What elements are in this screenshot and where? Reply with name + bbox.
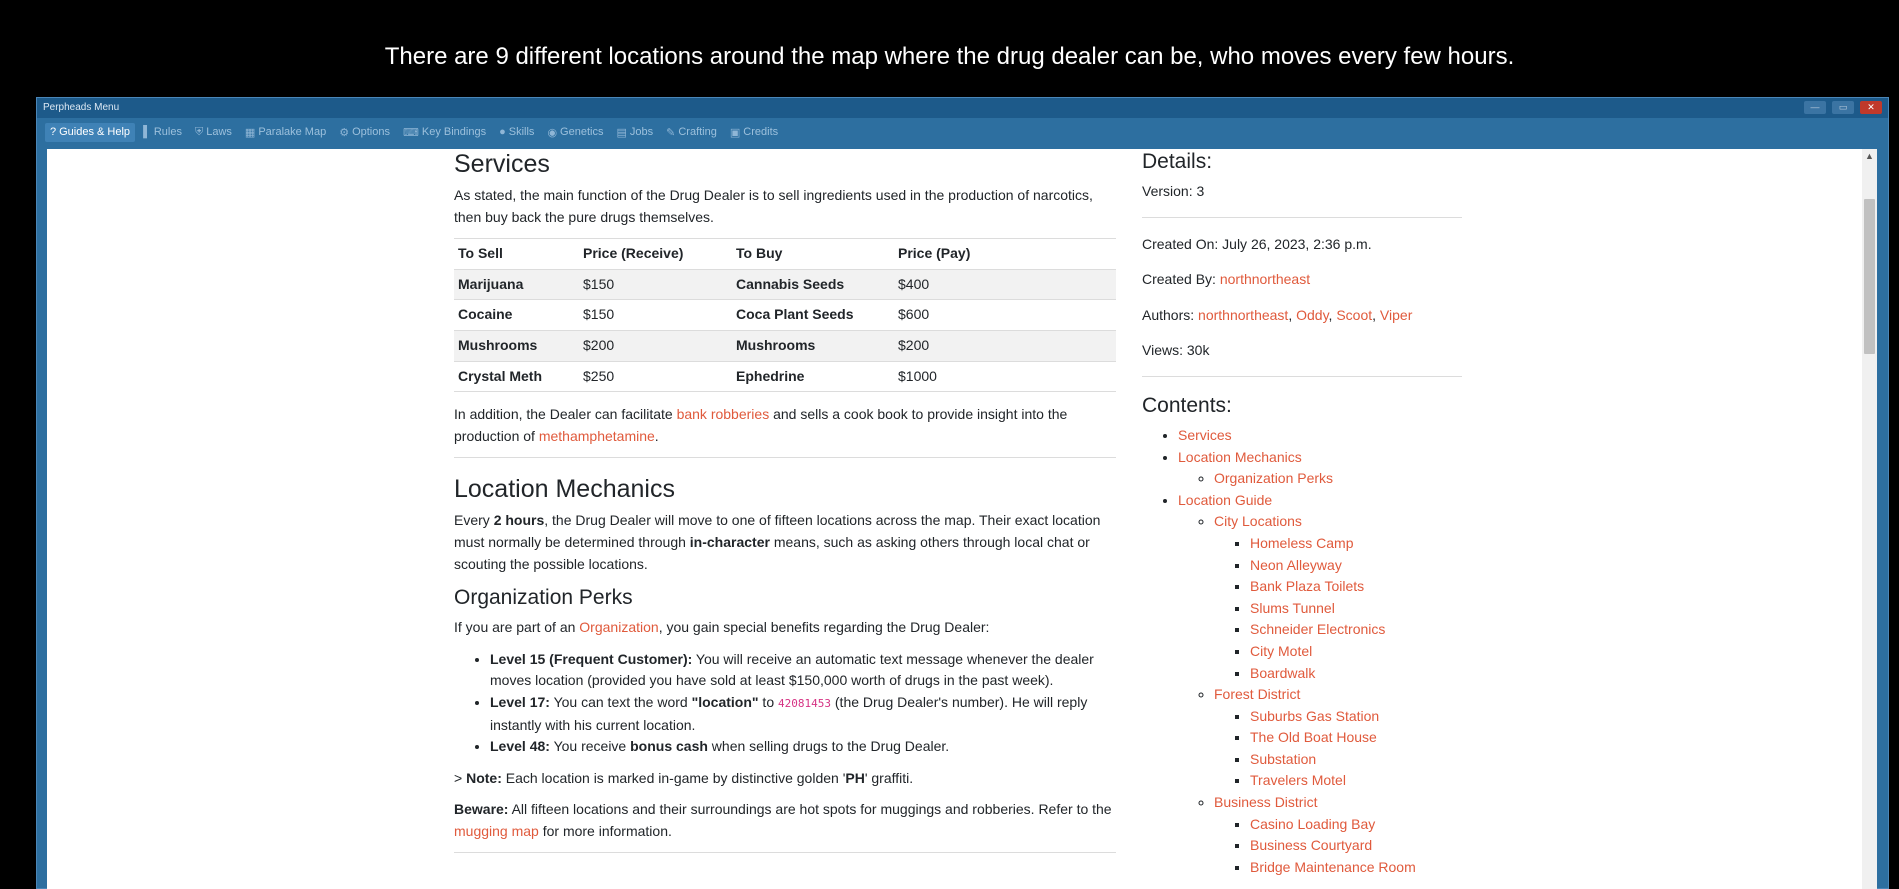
maximize-icon: ▭ — [1838, 102, 1848, 112]
table-header: Price (Pay) — [894, 239, 1116, 270]
tab-guides-help[interactable] — [45, 123, 135, 142]
list-item — [1250, 641, 1462, 663]
flag-icon: ▌ — [143, 126, 151, 138]
list-item — [1250, 770, 1462, 792]
toc-location-link[interactable]: Neon Alleyway — [1250, 556, 1342, 573]
table-cell: Crystal Meth — [454, 361, 579, 392]
list-item — [1214, 511, 1462, 684]
services-addition: In addition, the Dealer can facilitate bank robberies and sells a cook book to provide insight into the production of methamphetamine. — [454, 406, 1068, 444]
crafting-icon: ✎ — [666, 126, 676, 139]
tab-label: Credits — [743, 126, 779, 138]
tab-label: Options — [352, 126, 390, 138]
author-link[interactable]: Scoot — [1336, 306, 1373, 323]
table-header: To Buy — [732, 239, 894, 270]
bank-robberies-link[interactable]: bank robberies — [676, 406, 770, 423]
author-link[interactable]: Viper — [1379, 306, 1413, 323]
services-intro: As stated, the main function of the Drug Dealer is to sell ingredients used in the production of narcotics, then buy back the pure drugs themselves. — [454, 187, 1093, 225]
toc-location-link[interactable]: Schneider Electronics — [1250, 621, 1386, 638]
list-item — [1250, 663, 1462, 685]
tab-skills[interactable] — [494, 123, 539, 142]
scrollbar-thumb[interactable] — [1864, 199, 1875, 354]
list-item — [1250, 814, 1462, 836]
tab-paralake-map[interactable] — [240, 123, 331, 142]
table-cell: Mushrooms — [732, 330, 894, 361]
table-header: To Sell — [454, 239, 579, 270]
table-cell: Cocaine — [454, 300, 579, 331]
tab-key-bindings[interactable] — [398, 123, 491, 142]
list-item — [1214, 684, 1462, 792]
toc-location-link[interactable]: Slums Tunnel — [1250, 599, 1335, 616]
table-of-contents — [1178, 425, 1462, 878]
prices-table — [454, 238, 1116, 392]
tab-label: Jobs — [629, 126, 654, 138]
toc-location-link[interactable]: Casino Loading Bay — [1250, 815, 1376, 832]
created-on-text: Created On: July 26, 2023, 2:36 p.m. — [1142, 235, 1372, 252]
table-cell: $200 — [579, 330, 732, 361]
shield-icon: ⛨ — [194, 125, 204, 138]
toc-location-link[interactable]: Bank Plaza Toilets — [1250, 578, 1365, 595]
toc-location-link[interactable]: Bridge Maintenance Room — [1250, 858, 1416, 875]
table-row — [454, 361, 1116, 392]
brain-icon: ◉ — [547, 126, 558, 139]
menu-tab-bar — [37, 118, 1888, 146]
table-cell: Mushrooms — [454, 330, 579, 361]
divider — [454, 852, 1116, 853]
table-cell: $400 — [894, 269, 1116, 300]
location-mechanics-heading: Location Mechanics — [454, 475, 675, 504]
keyboard-icon: ⌨ — [403, 126, 419, 139]
list-item — [1250, 727, 1462, 749]
credits-icon: ▣ — [729, 126, 741, 139]
list-item — [1250, 555, 1462, 577]
list-item — [1178, 425, 1462, 447]
list-item: • Level 17: You can text the word "location" to 42081453 (the Drug Dealer's number). He will reply instantly with his current location. — [490, 692, 1116, 736]
author-link[interactable]: northnortheast — [1198, 306, 1289, 323]
authors-text: Authors: northnortheast, Oddy, Scoot, Viper — [1142, 306, 1413, 323]
table-cell: $250 — [579, 361, 732, 392]
tab-genetics[interactable] — [542, 123, 608, 142]
list-item — [1250, 749, 1462, 771]
toc-location-link[interactable]: Business Courtyard — [1250, 837, 1373, 854]
tab-label: Crafting — [678, 126, 717, 138]
toc-location-link[interactable]: City Motel — [1250, 642, 1313, 659]
author-link[interactable]: Oddy — [1296, 306, 1329, 323]
tab-rules[interactable] — [138, 123, 187, 142]
list-item — [1250, 533, 1462, 555]
list-item — [1250, 598, 1462, 620]
list-item — [1178, 447, 1462, 490]
tab-laws[interactable] — [190, 123, 237, 142]
close-icon: ✕ — [1867, 102, 1875, 112]
organization-perks-heading: Organization Perks — [454, 586, 633, 610]
beware-text: Beware: All fifteen locations and their surroundings are hot spots for muggings and robberies. Refer to the mugging map for more information. — [454, 801, 1112, 839]
list-item — [1250, 619, 1462, 641]
tab-label: Key Bindings — [421, 126, 487, 138]
views-text: Views: 30k — [1142, 342, 1210, 359]
table-cell: $150 — [579, 300, 732, 331]
tab-jobs[interactable] — [611, 123, 658, 142]
creator-link[interactable]: northnortheast — [1219, 271, 1311, 288]
table-row — [454, 300, 1116, 331]
list-item — [1178, 490, 1462, 879]
toc-location-guide-link[interactable]: Location Guide — [1178, 491, 1273, 508]
table-cell: Coca Plant Seeds — [732, 300, 894, 331]
toc-location-link[interactable]: Boardwalk — [1250, 664, 1316, 681]
divider — [1142, 217, 1462, 218]
toc-business-district-link[interactable]: Business District — [1214, 794, 1318, 811]
table-header-row — [454, 239, 1116, 270]
tab-credits[interactable] — [725, 123, 783, 142]
mugging-map-link[interactable]: mugging map — [454, 822, 539, 839]
toc-location-link[interactable]: Substation — [1250, 750, 1317, 767]
version-text: Version: 3 — [1142, 183, 1205, 199]
help-icon: ? — [50, 126, 57, 138]
table-cell: $150 — [579, 269, 732, 300]
perpheads-menu-window — [36, 97, 1889, 889]
dealer-number: 42081453 — [778, 696, 831, 710]
toc-services-link[interactable]: Services — [1178, 426, 1232, 443]
scroll-up-icon[interactable]: ▲ — [1865, 151, 1874, 161]
list-item: • Level 15 (Frequent Customer): You will receive an automatic text message whenever the dealer moves location (provided you have sold at least $150,000 worth of drugs in the past week). — [490, 649, 1116, 692]
tab-options[interactable] — [334, 123, 395, 142]
guide-content[interactable] — [47, 149, 1877, 889]
tab-label: Rules — [153, 126, 182, 138]
toc-location-link[interactable]: Homeless Camp — [1250, 534, 1354, 551]
list-item — [1250, 706, 1462, 728]
list-item — [1250, 576, 1462, 598]
list-item — [1214, 468, 1462, 490]
tab-label: Paralake Map — [258, 126, 327, 138]
article-sidebar — [1142, 149, 1462, 878]
list-item — [1250, 857, 1462, 879]
divider — [1142, 376, 1462, 377]
skills-icon: ● — [499, 126, 506, 138]
gear-icon: ⚙ — [339, 126, 350, 139]
created-by-text: Created By: northnortheast — [1142, 271, 1311, 288]
minimize-icon: — — [1810, 102, 1820, 112]
divider — [454, 457, 1116, 458]
video-caption: There are 9 different locations around the map where the drug dealer can be, who moves every few hours. — [384, 43, 1515, 70]
close-button[interactable] — [1860, 101, 1882, 114]
list-item: • Level 48: You receive bonus cash when selling drugs to the Drug Dealer. — [490, 736, 1116, 758]
tab-label: Guides & Help — [59, 126, 131, 138]
window-title: Perpheads Menu — [43, 102, 120, 113]
table-cell: Marijuana — [454, 269, 579, 300]
toc-location-link[interactable]: The Old Boat House — [1250, 729, 1377, 746]
organization-link[interactable]: Organization — [579, 619, 659, 636]
tab-label: Genetics — [560, 126, 604, 138]
guide-article — [454, 149, 1116, 869]
table-cell: $1000 — [894, 361, 1116, 392]
tab-crafting[interactable] — [661, 123, 722, 142]
details-heading: Details: — [1142, 150, 1213, 173]
services-heading: Services — [454, 150, 550, 178]
note-text: > Note: Each location is marked in-game by distinctive golden 'PH' graffiti. — [454, 769, 914, 786]
toc-location-link[interactable]: Travelers Motel — [1250, 772, 1346, 789]
table-header: Price (Receive) — [579, 239, 732, 270]
table-cell: $600 — [894, 300, 1116, 331]
window-titlebar[interactable] — [37, 98, 1888, 118]
toc-location-link[interactable]: Suburbs Gas Station — [1250, 707, 1380, 724]
list-item — [1250, 835, 1462, 857]
contents-heading: Contents: — [1142, 393, 1232, 417]
tab-label: Laws — [206, 126, 232, 138]
toc-city-locations-link[interactable]: City Locations — [1214, 513, 1302, 530]
tab-label: Skills — [508, 126, 535, 138]
vertical-scrollbar[interactable] — [1862, 149, 1877, 889]
map-icon: ▦ — [244, 126, 256, 139]
methamphetamine-link[interactable]: methamphetamine — [538, 427, 655, 444]
maximize-button[interactable] — [1832, 101, 1854, 114]
table-cell: Cannabis Seeds — [732, 269, 894, 300]
toc-forest-district-link[interactable]: Forest District — [1214, 686, 1301, 703]
perks-list — [490, 649, 1116, 758]
table-cell: Ephedrine — [732, 361, 894, 392]
location-mechanics-text: Every 2 hours, the Drug Dealer will move to one of fifteen locations across the map. Their exact location must normally be determined through in-character means, such as asking others through local chat or scouting the possible locations. — [454, 512, 1101, 572]
table-row — [454, 269, 1116, 300]
toc-organization-perks-link[interactable]: Organization Perks — [1214, 470, 1334, 487]
table-row — [454, 330, 1116, 361]
organization-perks-intro: If you are part of an Organization, you gain special benefits regarding the Drug Dealer: — [454, 619, 990, 636]
toc-location-mechanics-link[interactable]: Location Mechanics — [1178, 448, 1302, 465]
briefcase-icon: ▤ — [616, 126, 627, 139]
list-item — [1214, 792, 1462, 878]
table-cell: $200 — [894, 330, 1116, 361]
minimize-button[interactable] — [1804, 101, 1826, 114]
